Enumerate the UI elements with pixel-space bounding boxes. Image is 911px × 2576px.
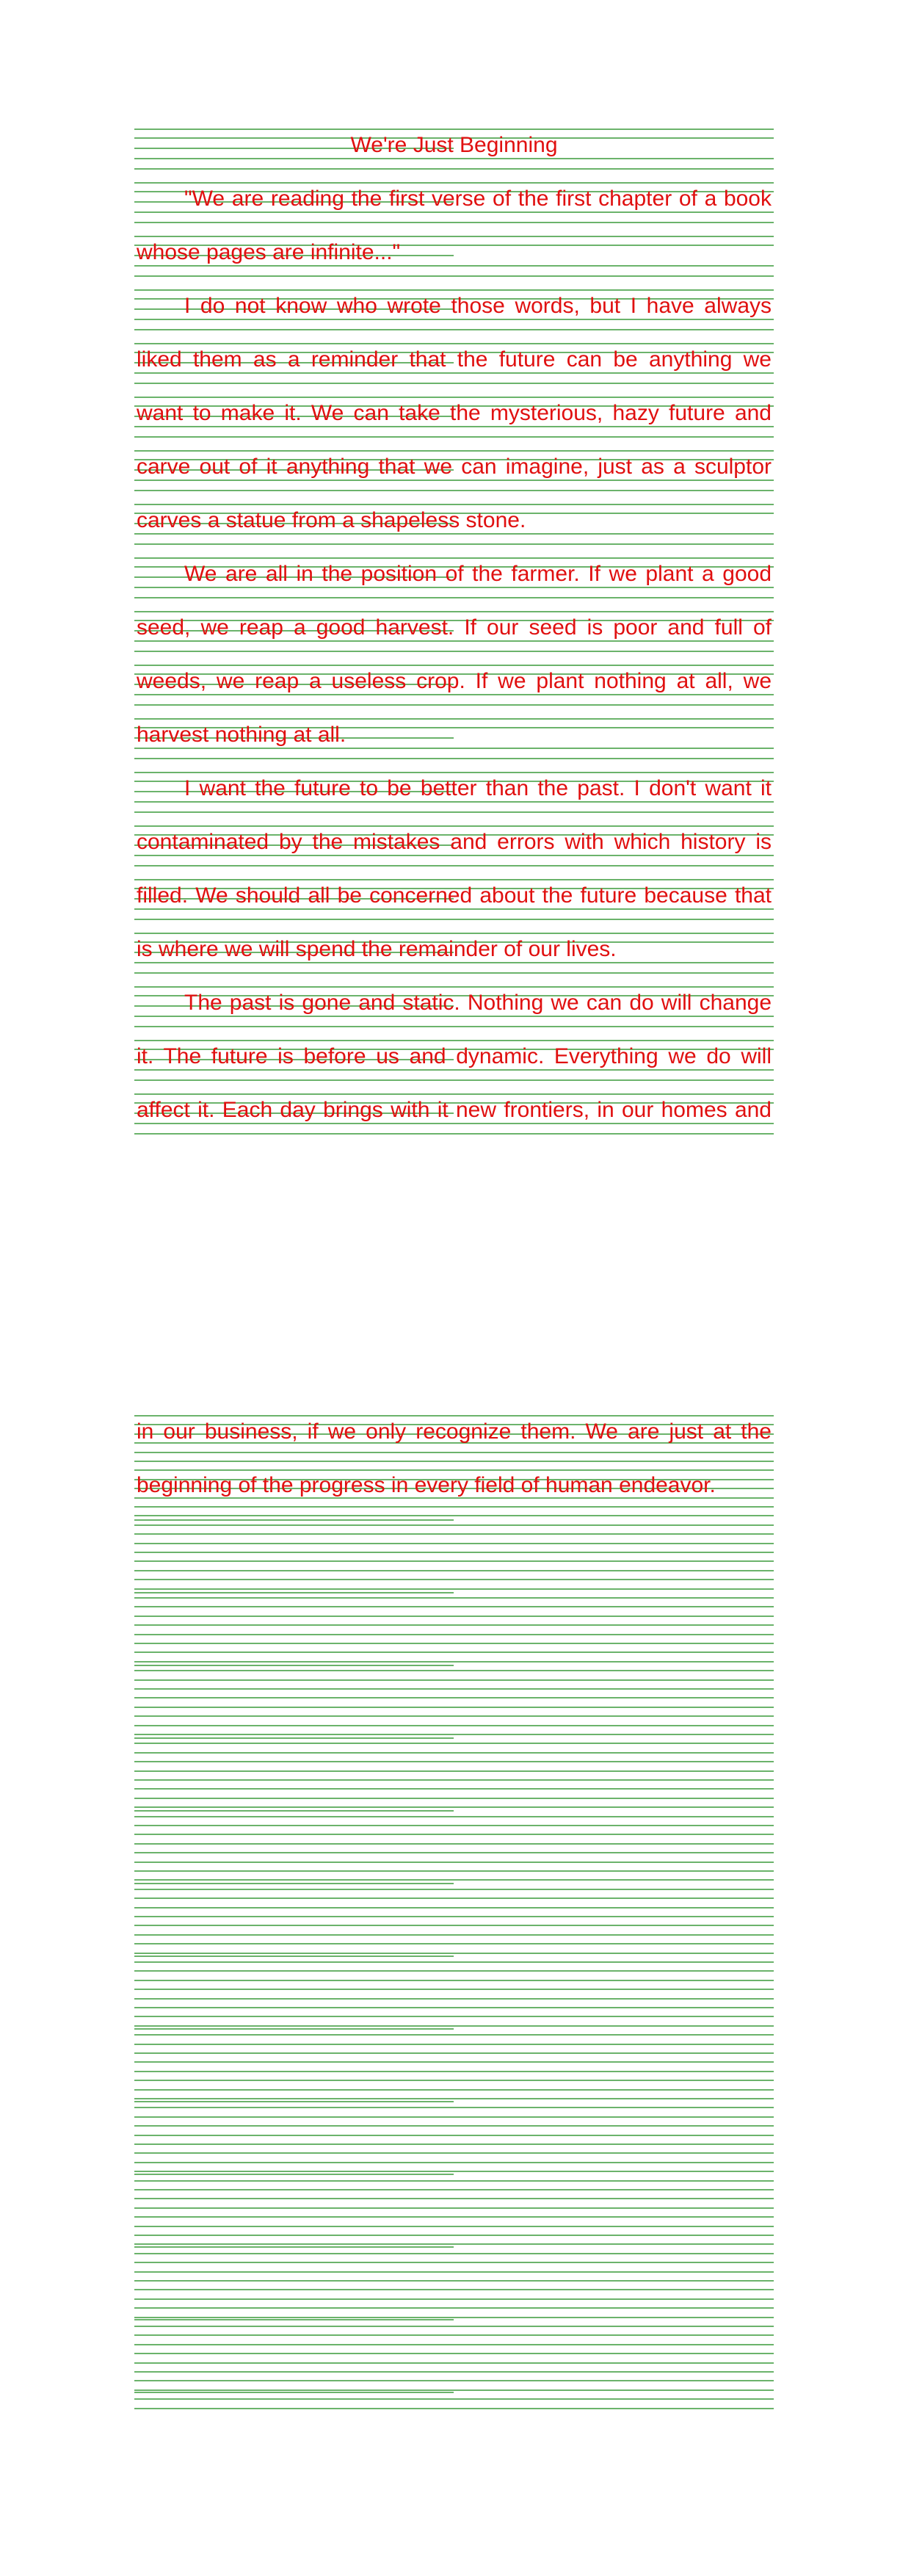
text-line: whose pages are infinite..." <box>137 240 401 264</box>
text-line: is where we will spend the remainder of our lives. <box>137 937 617 961</box>
text-line: We are all in the position of the farmer. If we plant a good <box>184 562 772 586</box>
document-title: We're Just Beginning <box>350 133 558 157</box>
text-line: harvest nothing at all. <box>137 723 346 747</box>
text-line: I do not know who wrote those words, but I have always <box>184 294 772 318</box>
text-line: want to make it. We can take the mysterious, hazy future and <box>137 401 772 425</box>
text-line: seed, we reap a good harvest. If our seed is poor and full of <box>137 615 772 640</box>
text-line: filled. We should all be concerned about the future because that <box>137 883 772 908</box>
text-line: liked them as a reminder that the future can be anything we <box>137 347 772 372</box>
text-line: The past is gone and static. Nothing we can do will change <box>184 991 772 1015</box>
text-line: beginning of the progress in every field of human endeavor. <box>137 1473 716 1497</box>
text-line: carve out of it anything that we can imagine, just as a sculptor <box>137 455 772 479</box>
text-line: it. The future is before us and dynamic. Everything we do will <box>137 1044 772 1068</box>
text-line: contaminated by the mistakes and errors with which history is <box>137 830 772 854</box>
text-line: affect it. Each day brings with it new frontiers, in our homes and <box>137 1098 772 1122</box>
text-line: in our business, if we only recognize them. We are just at the <box>137 1419 772 1444</box>
text-line: "We are reading the first verse of the first chapter of a book <box>184 187 772 211</box>
text-line: I want the future to be better than the past. I don't want it <box>184 776 772 800</box>
text-line: weeds, we reap a useless crop. If we plant nothing at all, we <box>137 669 772 693</box>
text-line: carves a statue from a shapeless stone. <box>137 508 526 532</box>
